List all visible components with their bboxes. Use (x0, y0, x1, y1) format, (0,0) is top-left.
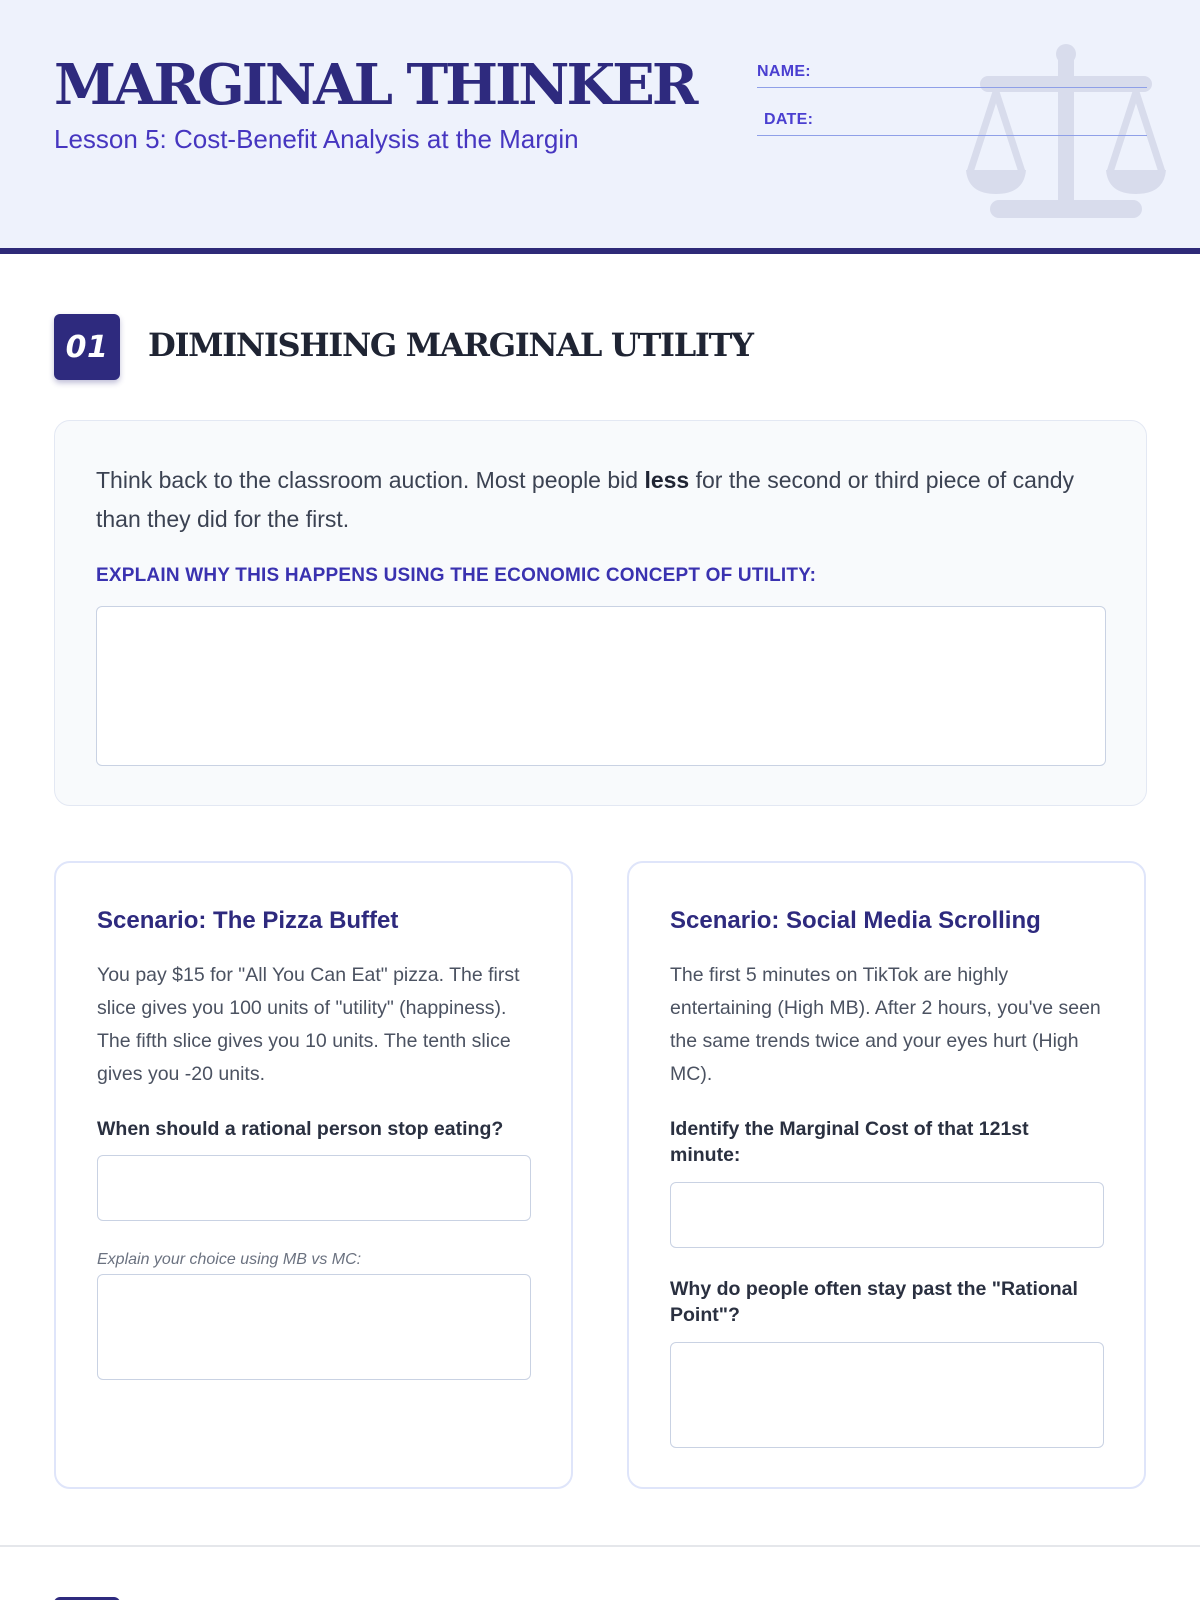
social-question-1: Identify the Marginal Cost of that 121st minute: (670, 1118, 1029, 1166)
pizza-card-text: You pay $15 for "All You Can Eat" pizza. The first slice gives you 100 units of "utility" (happiness). The fifth slice gives you 10 units. The tenth slice gives you -20 units. (97, 964, 520, 1085)
date-field[interactable] (757, 104, 1147, 136)
social-answer-box-1[interactable] (670, 1182, 1104, 1248)
date-label: DATE: (764, 111, 814, 128)
pizza-scenario-card (54, 861, 573, 1489)
section-title: DIMINISHING MARGINAL UTILITY (148, 326, 753, 364)
pizza-explain-box[interactable] (97, 1274, 531, 1380)
social-media-scenario-card (627, 861, 1146, 1489)
worksheet-title: MARGINAL THINKER (54, 52, 696, 118)
social-card-title: Scenario: Social Media Scrolling (670, 907, 1041, 934)
worksheet-header (0, 0, 1200, 254)
utility-answer-box[interactable] (96, 606, 1106, 766)
utility-question: EXPLAIN WHY THIS HAPPENS USING THE ECONOMIC CONCEPT OF UTILITY: (96, 565, 817, 586)
section-number-badge: 01 (54, 314, 120, 380)
emphasis-less: less (644, 467, 690, 493)
pizza-question: When should a rational person stop eating? (97, 1118, 504, 1140)
pizza-answer-box[interactable] (97, 1155, 531, 1221)
section-divider (0, 1545, 1200, 1547)
social-card-text: The first 5 minutes on TikTok are highly entertaining (High MB). After 2 hours, you've seen the same trends twice and your eyes hurt (High MC). (670, 964, 1101, 1085)
social-answer-box-2[interactable] (670, 1342, 1104, 1448)
pizza-card-title: Scenario: The Pizza Buffet (97, 907, 399, 934)
lesson-subtitle: Lesson 5: Cost-Benefit Analysis at the Margin (54, 124, 579, 154)
social-question-2: Why do people often stay past the "Rational Point"? (670, 1278, 1078, 1326)
name-label: NAME: (757, 63, 811, 80)
name-field[interactable] (757, 56, 1147, 88)
pizza-hint: Explain your choice using MB vs MC: (97, 1251, 362, 1268)
utility-question-box (54, 420, 1147, 806)
auction-prompt: Think back to the classroom auction. Most people bid less for the second or third piece of candy than they did for the first. (96, 467, 1075, 532)
